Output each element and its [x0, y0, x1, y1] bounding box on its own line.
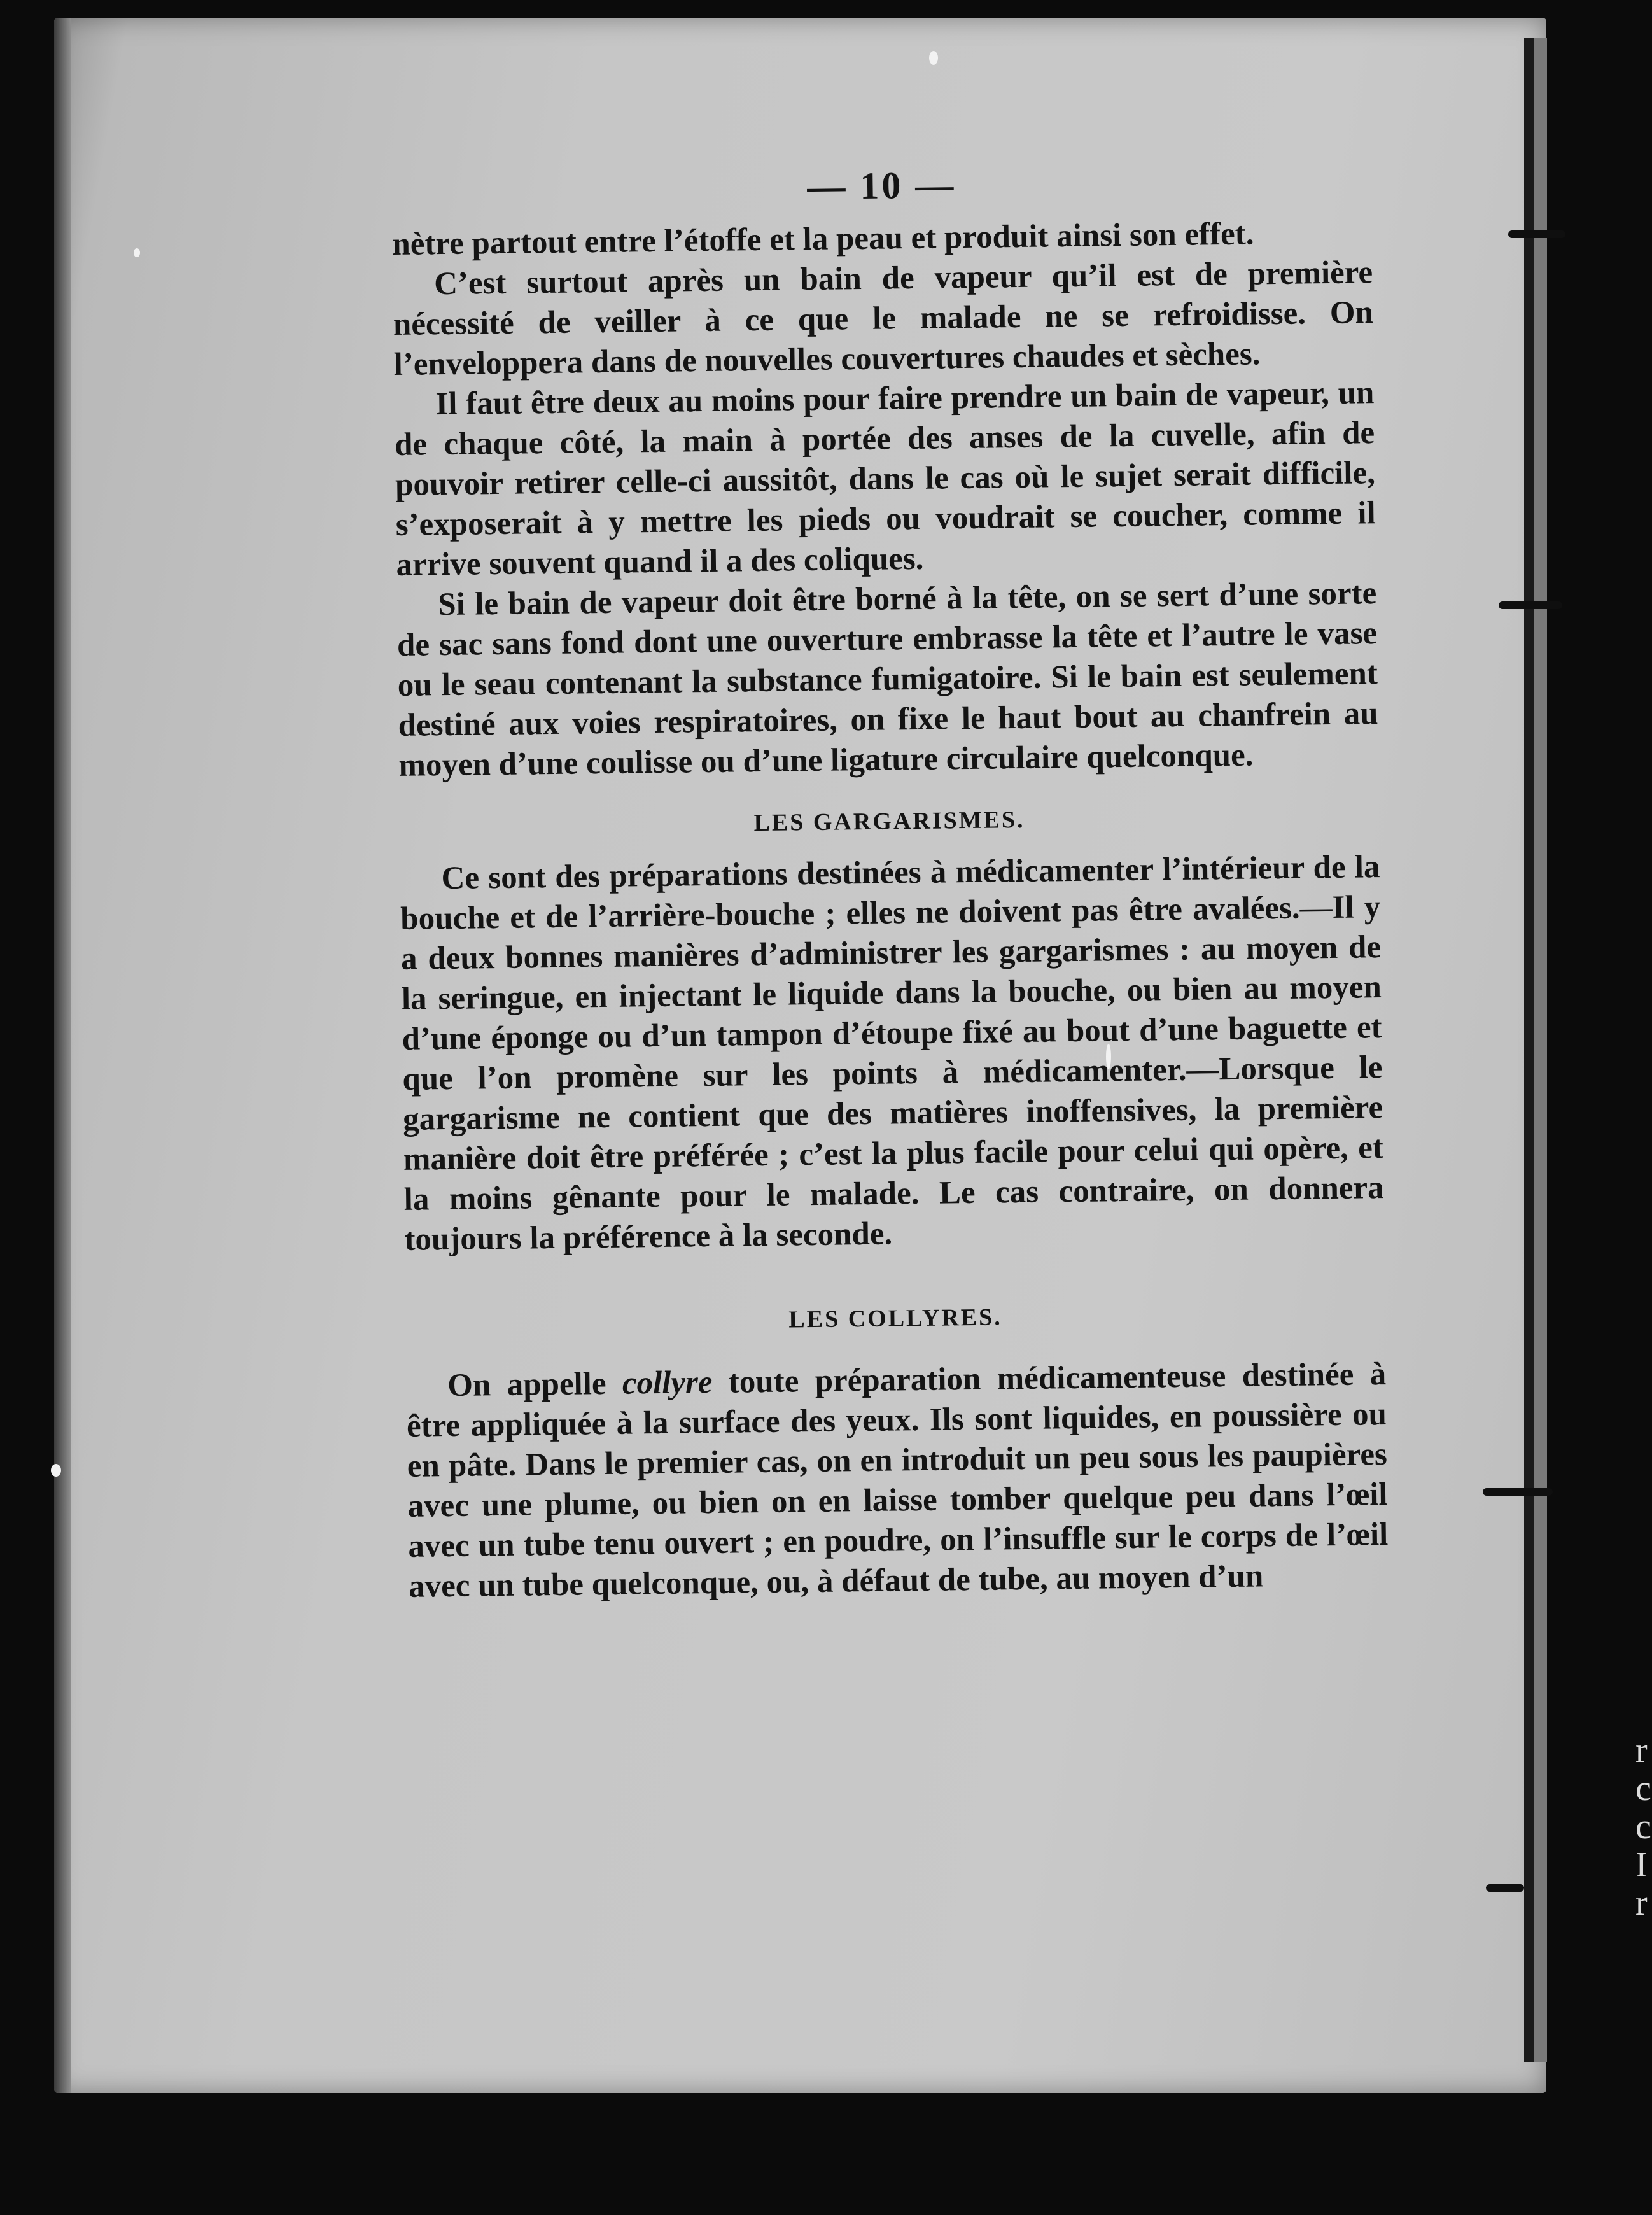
paragraph-lead: On appelle	[447, 1365, 623, 1404]
section-heading: LES COLLYRES.	[788, 1304, 1003, 1333]
paragraph-rest: toute préparation médicamenteuse destinée à être appliquée à la surface des yeux. Ils sont liquides, en poussière ou en pâte. Dans le premier cas, on en introduit un peu sous les paupières avec une plume, ou bien on en laisse tomber quelque peu dans l’œil avec un tube tenu ouvert ; en poudre, on l’insuffle sur le corps de l’œil avec un tube quelconque, ou, à défaut de tube, au moyen d’un	[406, 1356, 1389, 1605]
page-text	[391, 160, 1389, 1607]
paragraph: Si le bain de vapeur doit être borné à la tête, on se sert d’une sorte de sac sans fond dont une ouverture embrasse la tête et l’autre le vase ou le seau contenant la substance fumigatoire. Si le bain est seulement destiné aux voies respiratoires, on fixe le haut bout au chanfrein au moyen d’une coulisse ou d’une ligature circulaire quelconque.	[396, 575, 1378, 784]
paragraph	[406, 1354, 1389, 1607]
page-edge-shadow	[54, 18, 71, 2093]
page-number: — 10 —	[806, 164, 956, 208]
dust-speck	[929, 51, 938, 65]
dust-speck	[51, 1464, 61, 1477]
book-binding	[1524, 38, 1534, 2062]
paragraph: Il faut être deux au moins pour faire prendre un bain de vapeur, un de chaque côté, la main à portée des anses de la cuvelle, afin de pouvoir retirer celle-ci aussitôt, dans le cas où le sujet serait difficile, s’exposerait à y mettre les pieds ou voudrait se coucher, comme il arrive souvent quand il a des coliques.	[394, 375, 1376, 583]
next-page-edge-text: r c c I r	[1635, 1731, 1651, 1922]
binding-stitch	[1483, 1488, 1553, 1496]
paragraph: C’est surtout après un bain de vapeur qu’il est de première nécessité de veiller à ce que le malade ne se refroidisse. On l’enveloppera dans de nouvelles couvertures chaudes et sèches.	[393, 255, 1374, 383]
paragraph: Ce sont des préparations destinées à médicamenter l’intérieur de la bouche et de l’arrière-bouche ; elles ne doivent pas être avalées.—Il y a deux bonnes manières d’administrer les gargarismes : au moyen de la seringue, en injectant le liquide dans la bouche, ou bien au moyen d’une éponge ou d’un tampon d’étoupe fixé au bout d’une baguette et que l’on promène sur les points à médicamenter.—Lorsque le gargarisme ne contient que des matières inoffensives, la première manière doit être préférée ; c’est la plus facile pour celui qui opère, et la moins gênante pour le malade. Le cas contraire, on donnera toujours la préférence à la seconde.	[400, 849, 1384, 1258]
book-binding-edge	[1534, 38, 1547, 2062]
italic-term: collyre	[622, 1364, 713, 1402]
dust-speck	[134, 248, 140, 257]
binding-stitch	[1486, 1884, 1524, 1892]
binding-stitch	[1508, 230, 1565, 238]
paragraph: nètre partout entre l’étoffe et la peau et produit ainsi son effet.	[392, 216, 1254, 262]
section-heading: LES GARGARISMES.	[753, 806, 1025, 837]
binding-stitch	[1499, 601, 1562, 609]
